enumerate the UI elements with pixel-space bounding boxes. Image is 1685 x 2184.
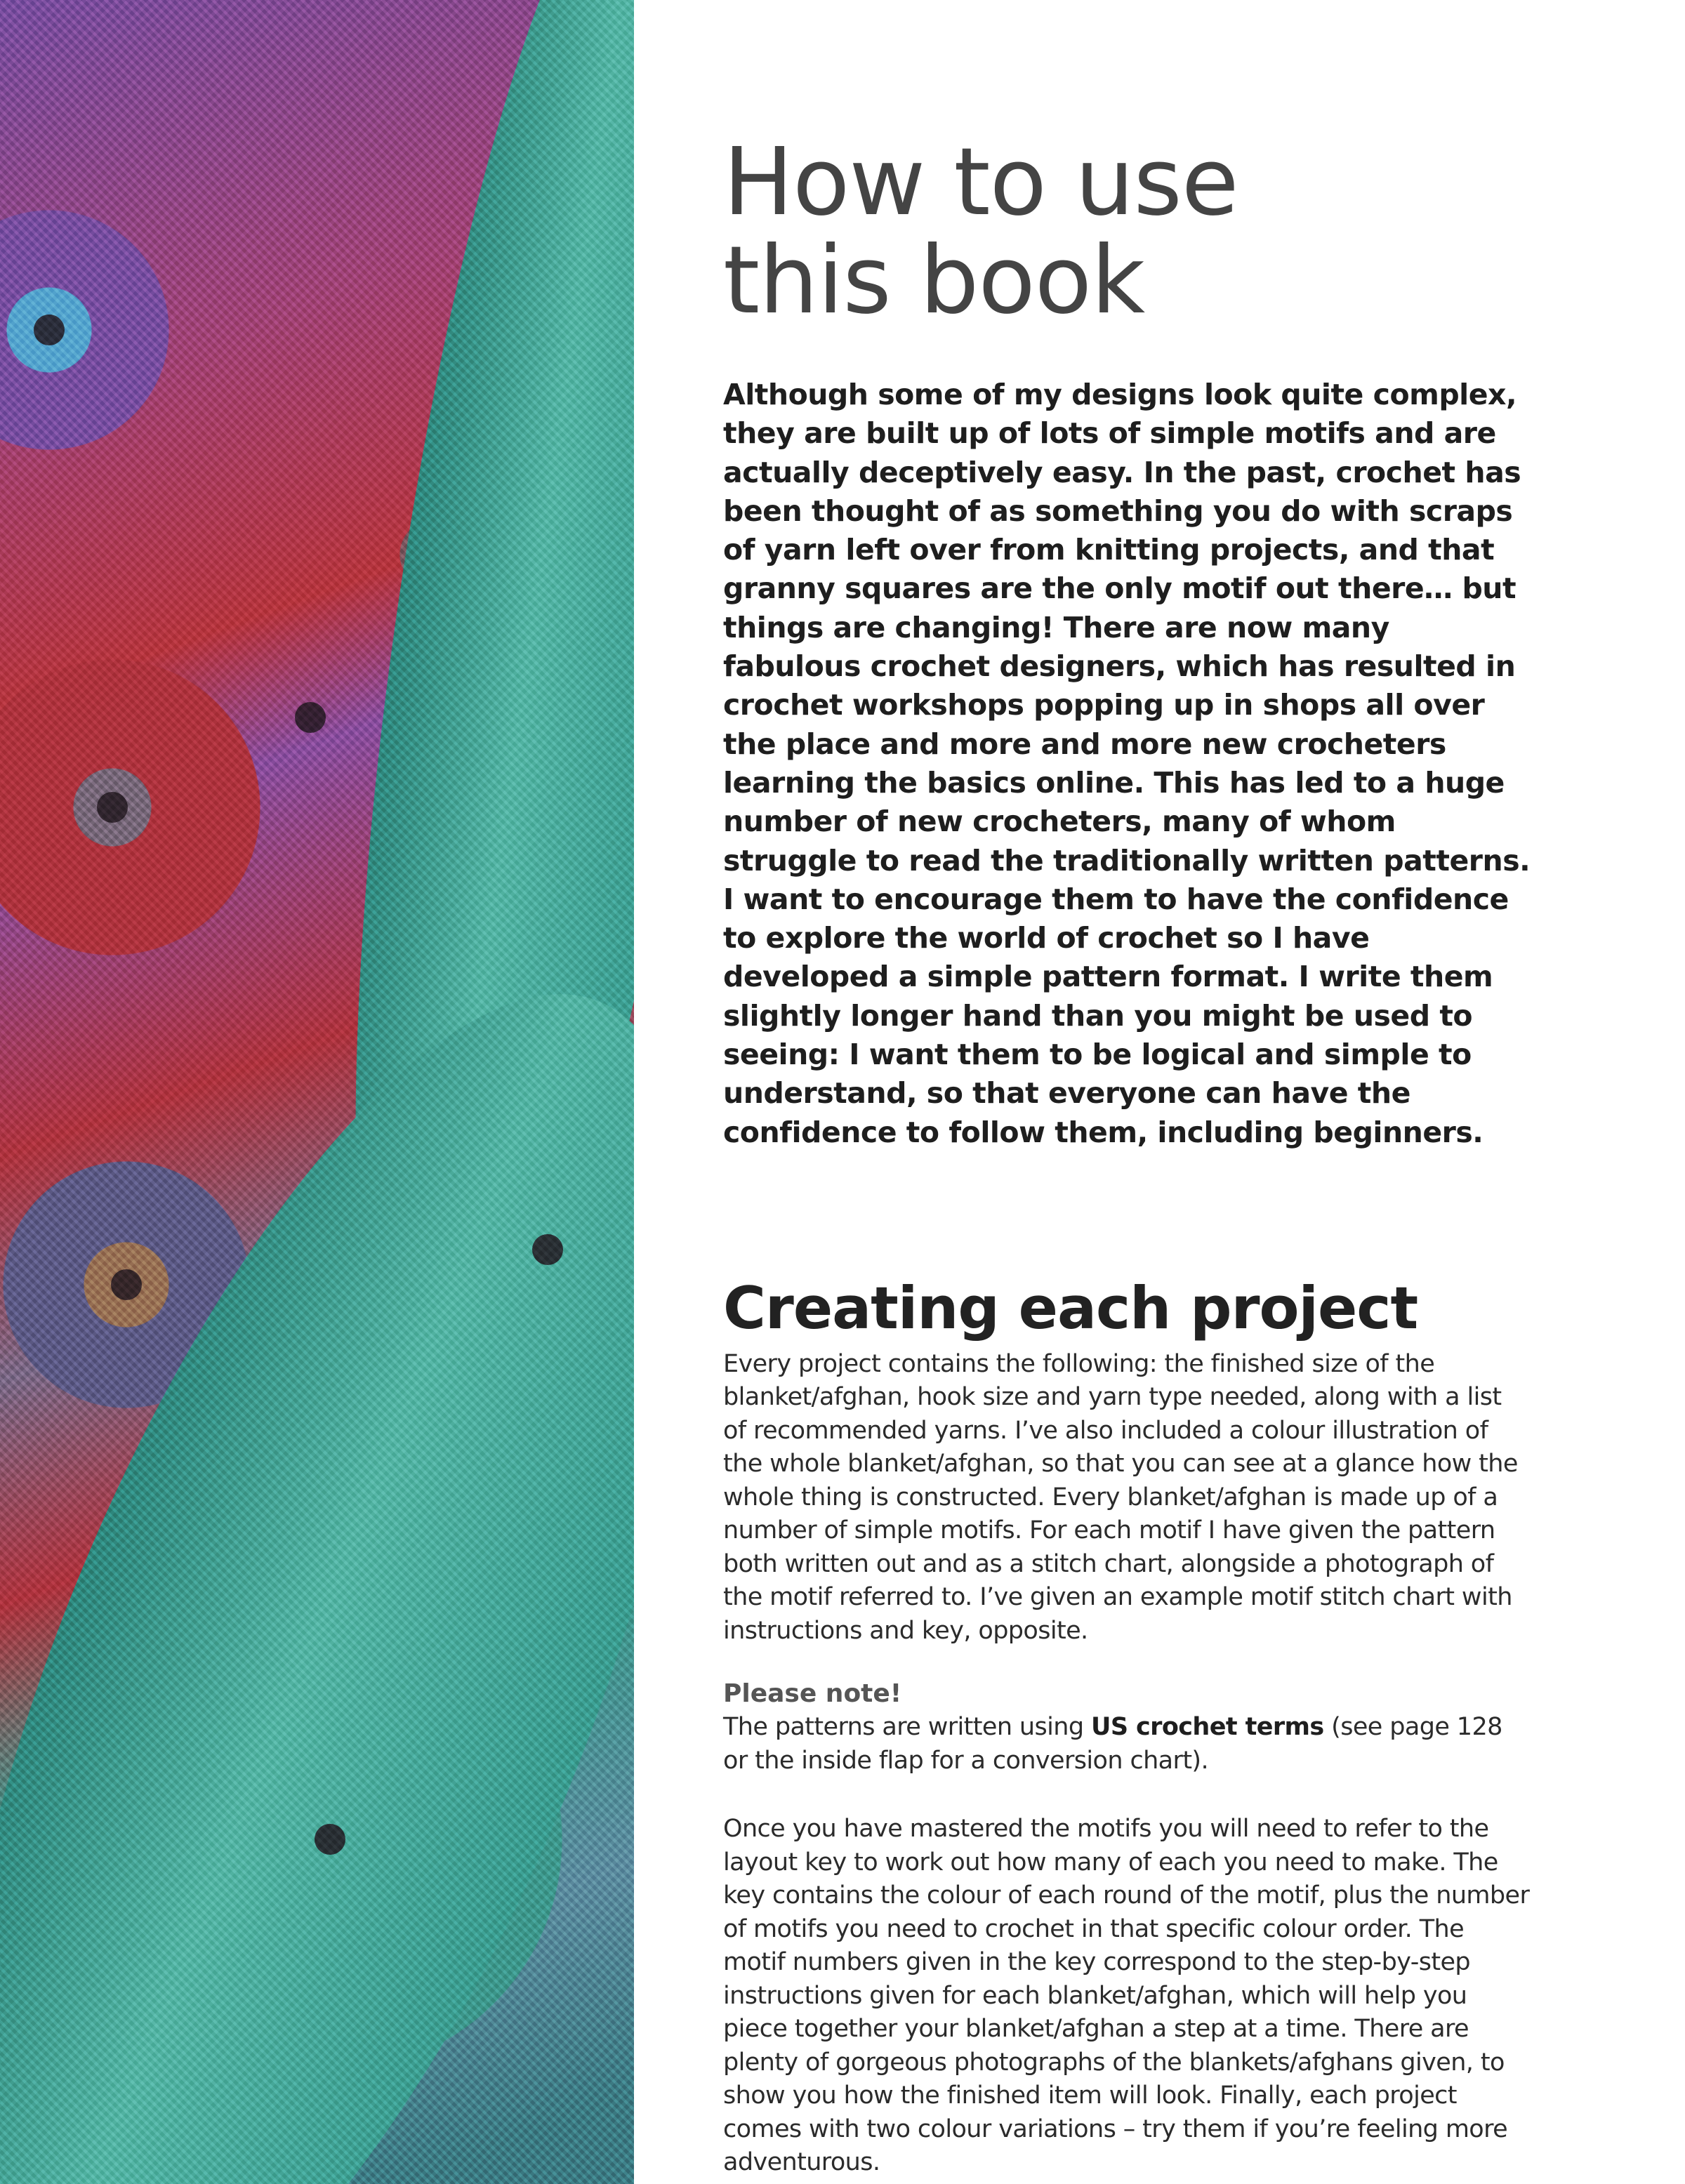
intro-paragraph: Although some of my designs look quite complex, they are built up of lots of simple motifs and are actually deceptively easy. In the past, crochet has been thought of as something you do with scraps of yarn left over from knitting projects, and that granny squares are the only motif out there… but things are changing! There are now many fabulous crochet designers, which has resulted in crochet workshops popping up in shops all over the place and more and more new crocheters learning the basics online. This has led to a huge number of new crocheters, many of whom struggle to read the traditionally written patterns. I want to encourage them to have the confidence to explore the world of crochet so I have developed a simple pattern format. I write them slightly longer hand than you might be used to seeing: I want them to be logical and simple to understand, so that everyone can have the confidence to follow them, including beginners. bbox=[723, 378, 1531, 1149]
page-title-line-2: this book bbox=[723, 227, 1145, 335]
crochet-blanket-photo bbox=[0, 0, 634, 2184]
yarn-texture bbox=[0, 0, 634, 2184]
project-contents-paragraph: Every project contains the following: the finished size of the blanket/afghan, hook size and yarn type needed, along with a list of recommended yarns. I’ve also included a colour illustration of the whole blanket/afghan, so that you can see at a glance how the whole thing is constructed. Every blanket/afghan is made up of a number of simple motifs. For each motif I have given the pattern both written out and as a stitch chart, alongside a photograph of the motif referred to. I’ve given an example motif stitch chart with instructions and key, opposite. bbox=[723, 1349, 1518, 1645]
note-text-bold: US crochet terms bbox=[1091, 1713, 1324, 1742]
page-title-line-1: How to use bbox=[723, 128, 1238, 237]
note-text-prefix: The patterns are written using bbox=[723, 1713, 1092, 1742]
note-text-suffix: (see page 128 or the inside flap for a conversion chart). bbox=[723, 1713, 1502, 1775]
layout-key-paragraph: Once you have mastered the motifs you will need to refer to the layout key to work out how many of each you need to make. The key contains the colour of each round of the motif, plus the number of motifs you need to crochet in that specific colour order. The motif numbers given in the key correspond to the step-by-step instructions given for each blanket/afghan, which will help you piece together your blanket/afghan a step at a time. There are plenty of gorgeous photographs of the blankets/afghans given, to show you how the finished item will look. Finally, each project comes with two colour variations – try them if you’re feeling more adventurous. bbox=[723, 1815, 1530, 2177]
note-title: Please note! bbox=[723, 1679, 902, 1709]
note-text bbox=[723, 1711, 1531, 1778]
page-content bbox=[723, 128, 1531, 2180]
section-heading: Creating each project bbox=[723, 1273, 1418, 1342]
page-title bbox=[723, 128, 1531, 335]
